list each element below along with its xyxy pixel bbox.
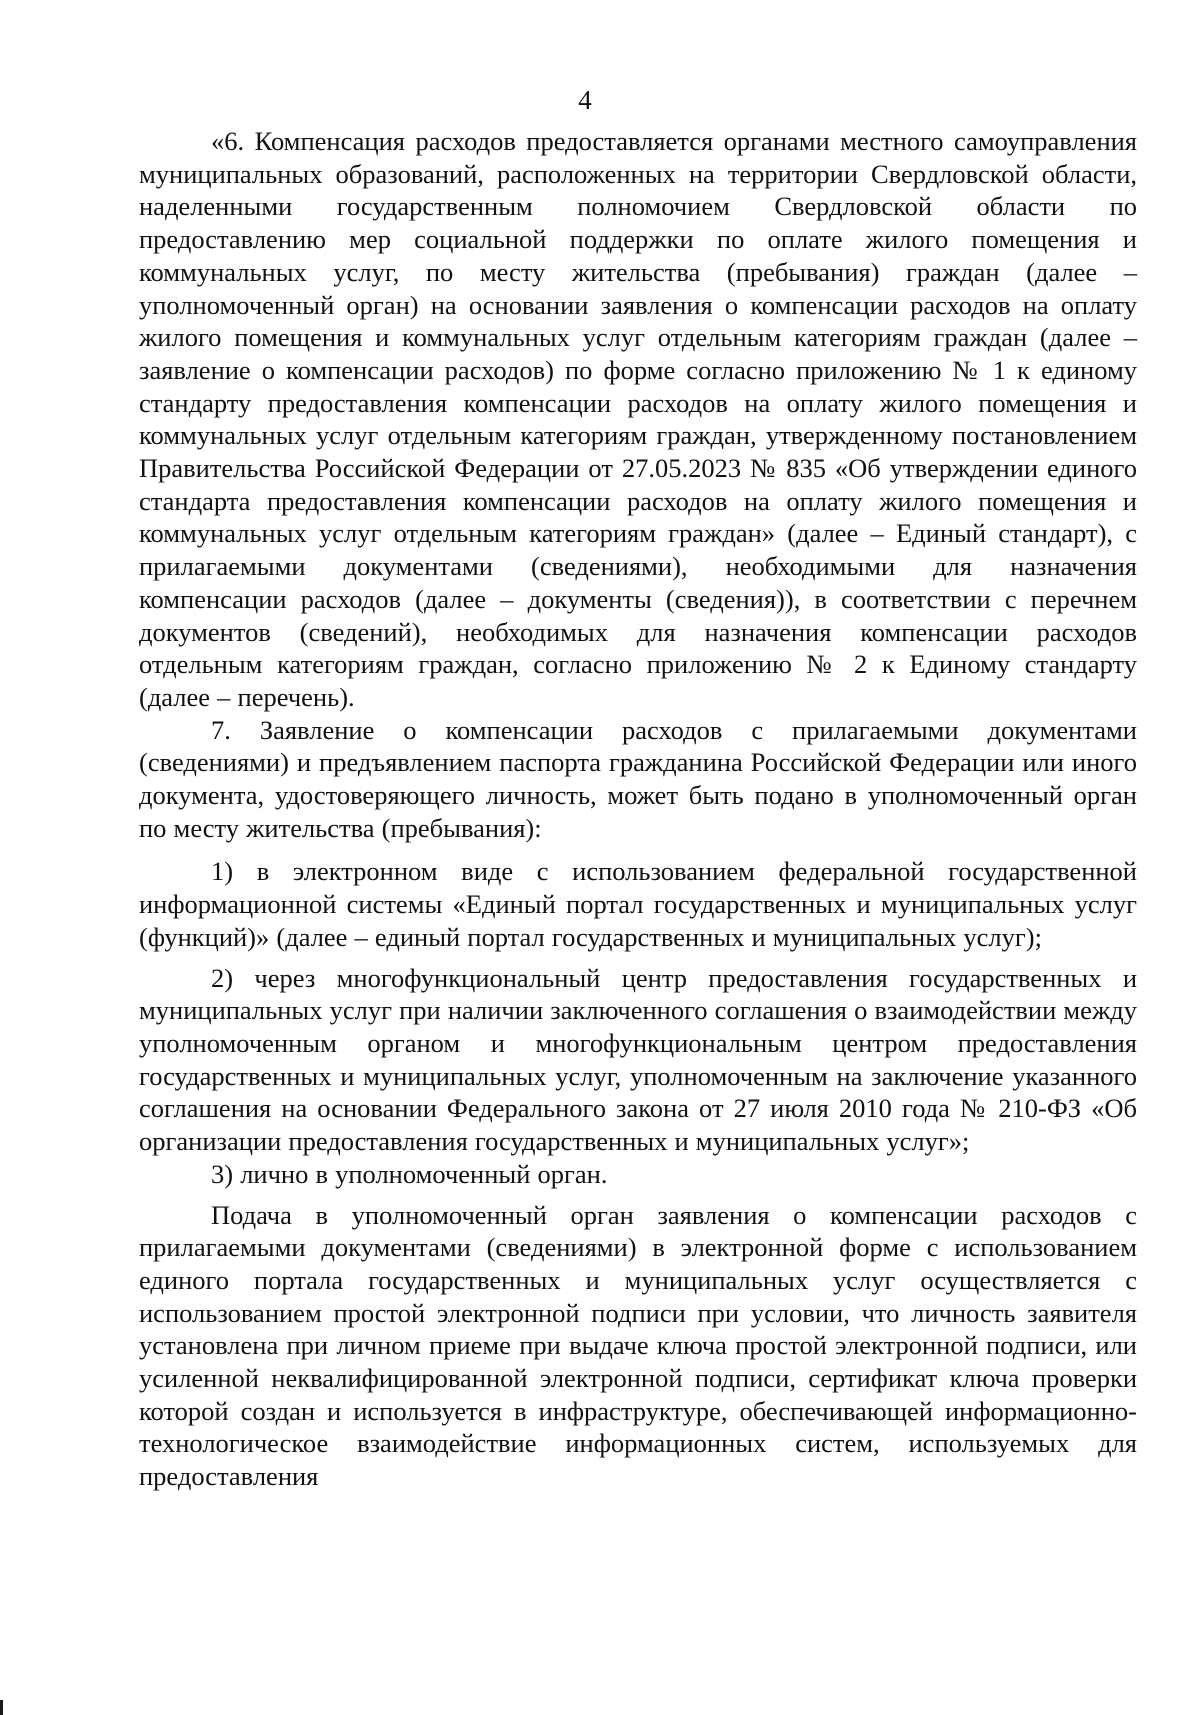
list-item-in-person: 3) лично в уполномоченный орган.: [211, 1158, 608, 1189]
paragraph-6-compensation: «6. Компенсация расходов предоставляется органами местного самоуправления муниципальных образований, расположенных на территории Свердловской области, наделенными государственным полномочием Свердловской области по предоставлению мер социальной поддержки по оплате жилого помещения и коммунальных услуг, по месту жительства (пребывания) граждан (далее – уполномоченный орган) на основании заявления о компенсации расходов на оплату жилого помещения и коммунальных услуг отдельным категориям граждан (далее – заявление о компенсации расходов) по форме согласно приложению № 1 к единому стандарту предоставления компенсации расходов на оплату жилого помещения и коммунальных услуг отдельным категориям граждан, утвержденному постановлением Правительства Российской Федерации от 27.05.2023 № 835 «Об утверждении единого стандарта предоставления компенсации расходов на оплату жилого помещения и коммунальных услуг отдельным категориям граждан» (далее – Единый стандарт), с прилагаемыми документами (сведениями), необходимыми для назначения компенсации расходов (далее – документы (сведения)), в соответствии с перечнем документов (сведений), необходимых для назначения компенсации расходов отдельным категориям граждан, согласно приложению № 2 к Единому стандарту (далее – перечень).: [139, 126, 1137, 712]
paragraph-submission: Подача в уполномоченный орган заявления о компенсации расходов с прилагаемыми документами (сведениями) в электронной форме с использованием единого портала государственных и муниципальных услуг осуществляется с использованием простой электронной подписи при условии, что личность заявителя установлена при личном приеме при выдаче ключа простой электронной подписи, или усиленной неквалифицированной электронной подписи, сертификат ключа проверки которой создан и используется в инфраструктуре, обеспечивающей информационно-технологическое взаимодействие информационных систем, используемых для предоставления: [139, 1199, 1137, 1492]
paragraph-7-application: 7. Заявление о компенсации расходов с прилагаемыми документами (сведениями) и предъявлением паспорта гражданина Российской Федерации или иного документа, удостоверяющего личность, может быть подано в уполномоченный орган по месту жительства (пребывания):: [139, 714, 1137, 843]
list-item-electronic: 1) в электронном виде с использованием федеральной государственной информационной системы «Единый портал государственных и муниципальных услуг (функций)» (далее – единый портал государственных и муниципальных услуг);: [139, 856, 1137, 952]
scan-edge-mark: [0, 1700, 3, 1715]
list-item-mfc: 2) через многофункциональный центр предоставления государственных и муниципальных услуг при наличии заключенного соглашения о взаимодействии между уполномоченным органом и многофункциональным центром предоставления государственных и муниципальных услуг, уполномоченным на заключение указанного соглашения на основании Федерального закона от 27 июля 2010 года № 210-ФЗ «Об организации предоставления государственных и муниципальных услуг»;: [139, 962, 1137, 1157]
page-number: 4: [578, 85, 592, 115]
document-body: [139, 125, 1137, 1493]
